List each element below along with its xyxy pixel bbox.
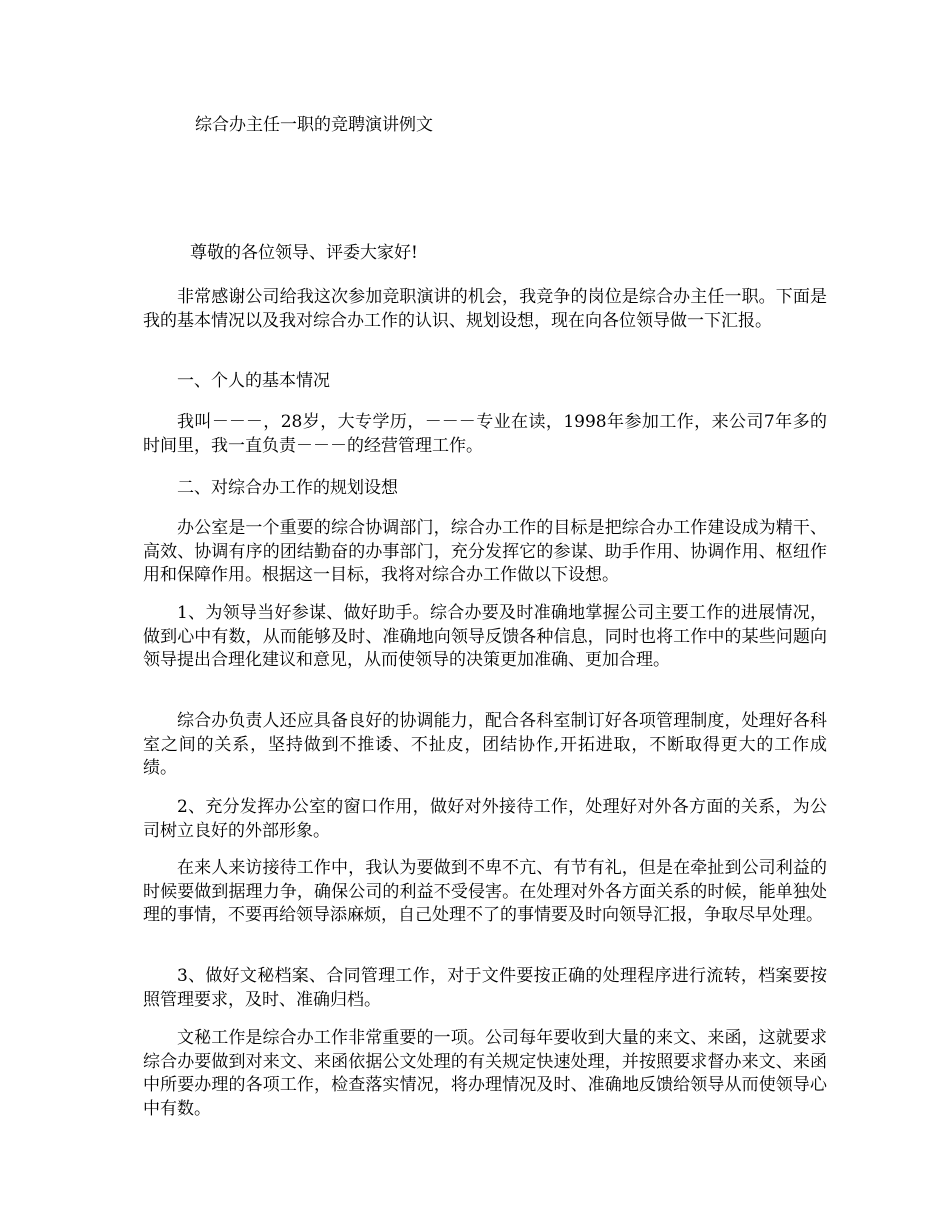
item2-detail-paragraph: 在来人来访接待工作中，我认为要做到不卑不亢、有节有礼，但是在牵扯到公司利益的时候要做到据理力争，确保公司的利益不受侵害。在处理对外各方面关系的时候，能单独处理的事情，不要再给领导添麻烦，自己处理不了的事情要及时向领导汇报，争取尽早处理。 (143, 858, 827, 925)
section2-heading: 二、对综合办工作的规划设想 (177, 478, 398, 498)
item3-paragraph: 3、做好文秘档案、合同管理工作，对于文件要按正确的处理程序进行流转，档案要按照管理要求，及时、准确归档。 (143, 966, 827, 1010)
item2-paragraph: 2、充分发挥办公室的窗口作用，做好对外接待工作，处理好对外各方面的关系，为公司树立良好的外部形象。 (143, 797, 827, 841)
item1-detail-paragraph: 综合办负责人还应具备良好的协调能力，配合各科室制订好各项管理制度，处理好各科室之间的关系，坚持做到不推诿、不扯皮，团结协作,开拓进取，不断取得更大的工作成绩。 (143, 711, 827, 778)
document-title: 综合办主任一职的竞聘演讲例文 (195, 115, 433, 135)
section2-intro-paragraph: 办公室是一个重要的综合协调部门，综合办工作的目标是把综合办工作建设成为精干、高效、协调有序的团结勤奋的办事部门，充分发挥它的参谋、助手作用、协调作用、枢纽作用和保障作用。根据这一目标，我将对综合办工作做以下设想。 (143, 518, 827, 585)
intro-paragraph: 非常感谢公司给我这次参加竞职演讲的机会，我竞争的岗位是综合办主任一职。下面是我的基本情况以及我对综合办工作的认识、规划设想，现在向各位领导做一下汇报。 (143, 287, 827, 331)
section1-heading: 一、个人的基本情况 (177, 371, 330, 391)
section1-paragraph: 我叫－－－，28岁，大专学历，－－－专业在读，1998年参加工作，来公司7年多的时间里，我一直负责－－－的经营管理工作。 (143, 412, 827, 456)
item3-detail-paragraph: 文秘工作是综合办工作非常重要的一项。公司每年要收到大量的来文、来函，这就要求综合办要做到对来文、来函依据公文处理的有关规定快速处理，并按照要求督办来文、来函中所要办理的各项工作，检查落实情况，将办理情况及时、准确地反馈给领导从而使领导心中有数。 (143, 1028, 827, 1119)
item1-paragraph: 1、为领导当好参谋、做好助手。综合办要及时准确地掌握公司主要工作的进展情况，做到心中有数，从而能够及时、准确地向领导反馈各种信息，同时也将工作中的某些问题向领导提出合理化建议和意见，从而使领导的决策更加准确、更加合理。 (143, 603, 827, 670)
greeting: 尊敬的各位领导、评委大家好! (190, 243, 418, 263)
